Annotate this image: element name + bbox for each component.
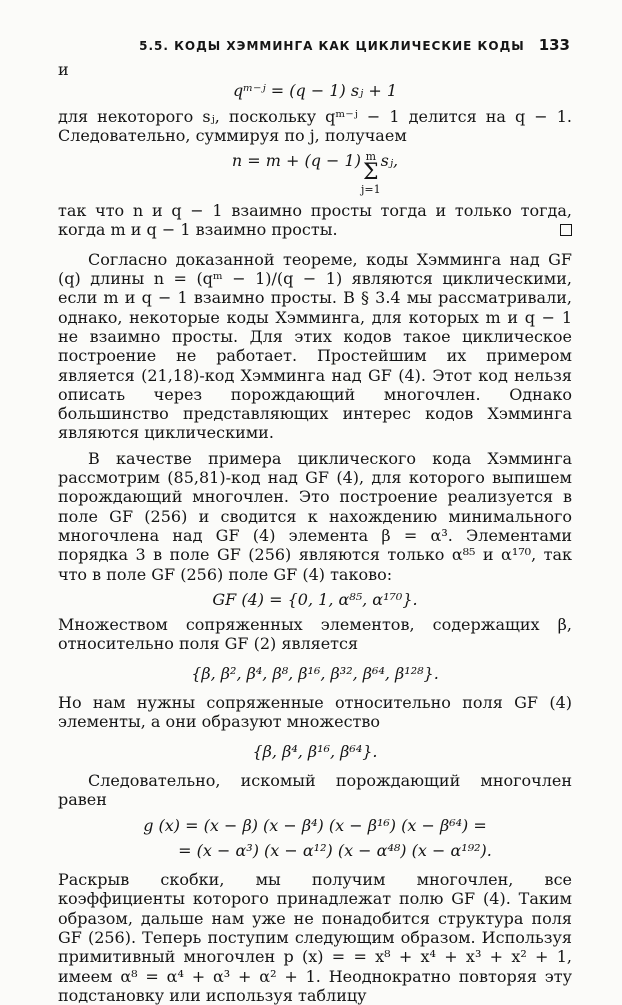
paragraph-gf4-conjugates: Но нам нужны сопряженные относительно поля GF (4) элементы, а они образуют множество <box>58 693 572 732</box>
sum-upper-limit: m <box>365 150 376 164</box>
paragraph-divisibility: для некоторого sⱼ, поскольку qᵐ⁻ʲ − 1 делится на q − 1. Следовательно, суммируя по j, получаем <box>58 106 572 145</box>
conjunction-line: и <box>58 60 69 79</box>
end-of-proof-icon <box>560 224 572 236</box>
equation-q-power: qᵐ⁻ʲ = (q − 1) sⱼ + 1 <box>232 81 398 101</box>
paragraph-conjugates: Множеством сопряженных элементов, содержащих β, относительно поля GF (2) является <box>58 615 572 654</box>
equation-n-sum <box>58 151 572 195</box>
page-number: 133 <box>538 36 570 54</box>
running-title: 5.5. КОДЫ ХЭММИНГА КАК ЦИКЛИЧЕСКИЕ КОДЫ <box>139 39 525 53</box>
equation-generator-beta: g (x) = (x − β) (x − β⁴) (x − β¹⁶) (x − β⁶⁴) = <box>143 815 487 835</box>
sum-lower-limit: j=1 <box>360 183 381 197</box>
equation-gf4-set: {β, β⁴, β¹⁶, β⁶⁴}. <box>252 741 378 761</box>
equation-n-left: n = m + (q − 1) <box>231 151 361 171</box>
paragraph-theorem: Согласно доказанной теореме, коды Хэмминга над GF (q) длины n = (qᵐ − 1)/(q − 1) являются циклическими, если m и q − 1 взаимно просты. В § 3.4 мы рассматривали, однако, некоторые коды Хэмминга, для которых m и q − 1 не взаимно просты. Для этих кодов такое циклическое построение не работает. Простейшим их примером является (21,18)-код Хэмминга над GF (4). Этот код нельзя описать через порождающий многочлен. Однако большинство представляющих интерес кодов Хэмминга являются циклическими. <box>58 249 572 443</box>
summation-symbol: m Σ j=1 <box>360 150 381 197</box>
page-body <box>58 60 572 1005</box>
paragraph-example: В качестве примера циклического кода Хэмминга рассмотрим (85,81)-код над GF (4), для которого выпишем порождающий многочлен. Это построение реализуется в поле GF (256) и сводится к нахождению минимального многочлена над GF (4) элемента β = α³. Элементами порядка 3 в поле GF (256) являются только α⁸⁵ и α¹⁷⁰, так что в поле GF (256) поле GF (4) таково: <box>58 448 572 584</box>
equation-generator-alpha: = (x − α³) (x − α¹²) (x − α⁴⁸) (x − α¹⁹²). <box>178 840 492 860</box>
page-header <box>60 36 570 60</box>
equation-gf4: GF (4) = {0, 1, α⁸⁵, α¹⁷⁰}. <box>212 589 418 609</box>
paragraph-coprime <box>58 201 572 240</box>
paragraph-expansion: Раскрыв скобки, мы получим многочлен, все коэффициенты которого принадлежат полю GF (4). Таким образом, дальше нам уже не понадобится структура поля GF (256). Теперь поступим следующим образом. Используя примитивный многочлен p (x) = = x⁸ + x⁴ + x³ + x² + 1, имеем α⁸ = α⁴ + α³ + α² + 1. Неоднократно повторяя эту подстановку или используя таблицу <box>58 870 572 1005</box>
equation-n-right: sⱼ, <box>380 151 399 171</box>
equation-conjugate-set: {β, β², β⁴, β⁸, β¹⁶, β³², β⁶⁴, β¹²⁸}. <box>191 663 439 683</box>
paragraph-generator: Следовательно, искомый порождающий многочлен равен <box>58 770 572 810</box>
paragraph-coprime-text: так что n и q − 1 взаимно просты тогда и только тогда, когда m и q − 1 взаимно просты. <box>58 201 572 240</box>
